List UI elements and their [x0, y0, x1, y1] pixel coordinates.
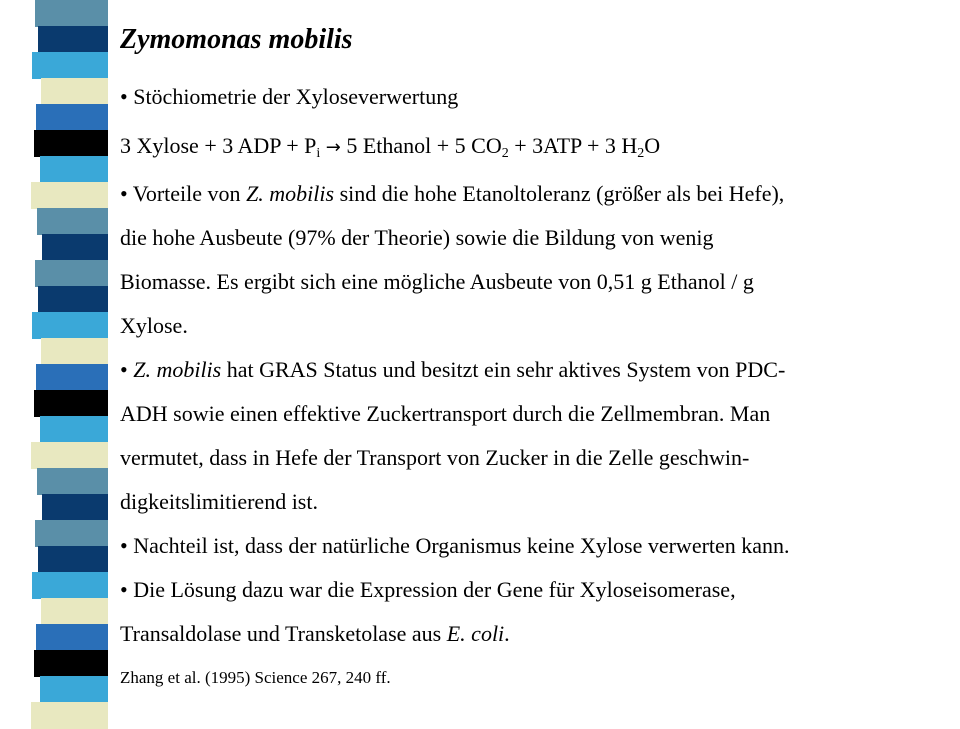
- text-line: • Nachteil ist, dass der natürliche Organismus keine Xylose verwerten kann.: [120, 533, 790, 558]
- text-line: • Z. mobilis hat GRAS Status und besitzt ein sehr aktives System von PDC-: [120, 357, 786, 382]
- text-line: Transaldolase und Transketolase aus E. coli.: [120, 621, 510, 646]
- text-line: • Vorteile von Z. mobilis sind die hohe Etanoltoleranz (größer als bei Hefe),: [120, 181, 785, 206]
- stripe-band: [37, 468, 108, 495]
- stripe-band: [34, 390, 108, 417]
- stripe-band: [38, 546, 108, 573]
- stripe-band: [35, 0, 108, 27]
- stripe-band: [31, 702, 108, 729]
- text-line: • Die Lösung dazu war die Expression der Gene für Xyloseisomerase,: [120, 577, 736, 602]
- stripe-band: [42, 494, 108, 521]
- stripe-band: [34, 130, 108, 157]
- stripe-band: [40, 676, 108, 703]
- paragraph-advantages: [120, 172, 784, 348]
- stripe-band: [35, 260, 108, 287]
- slide-title: Zymomonas mobilis: [120, 24, 353, 55]
- stripe-band: [32, 52, 108, 79]
- bullet-stoichiometry: • Stöchiometrie der Xyloseverwertung: [120, 84, 459, 109]
- text-line: Biomasse. Es ergibt sich eine mögliche Ausbeute von 0,51 g Ethanol / g: [120, 269, 754, 294]
- stripe-band: [38, 26, 108, 53]
- paragraph-solution: [120, 568, 736, 656]
- stripe-band: [36, 624, 108, 651]
- text-line: vermutet, dass in Hefe der Transport von Zucker in die Zelle geschwin-: [120, 445, 750, 470]
- stripe-band: [35, 520, 108, 547]
- stripe-band: [32, 312, 108, 339]
- stripe-band: [40, 416, 108, 443]
- stripe-band: [38, 286, 108, 313]
- stripe-band: [37, 208, 108, 235]
- text-line: ADH sowie einen effektive Zuckertransport durch die Zellmembran. Man: [120, 401, 771, 426]
- stripe-band: [31, 442, 108, 469]
- stripe-band: [36, 104, 108, 131]
- stripe-band: [42, 234, 108, 261]
- stripe-band: [40, 156, 108, 183]
- stripe-band: [41, 78, 108, 105]
- text-line: Xylose.: [120, 313, 188, 338]
- paragraph-gras-status: [120, 348, 785, 524]
- stripe-band: [34, 650, 108, 677]
- text-line: digkeitslimitierend ist.: [120, 489, 318, 514]
- reaction-equation: 3 Xylose + 3 ADP + $P_i \to 5$ Ethanol + 5 $CO_2 + 3ATP + 3$ $H_2O$: [120, 133, 661, 161]
- stripe-band: [31, 182, 108, 209]
- stripe-band: [36, 364, 108, 391]
- arrow-icon: →: [325, 137, 341, 158]
- decorative-stripe: [0, 0, 108, 720]
- citation: Zhang et al. (1995) Science 267, 240 ff.: [120, 668, 391, 687]
- stripe-band: [41, 598, 108, 625]
- text-line: die hohe Ausbeute (97% der Theorie) sowie die Bildung von wenig: [120, 225, 714, 250]
- stripe-edge: [0, 0, 30, 720]
- stripe-band: [41, 338, 108, 365]
- paragraph-disadvantage: [120, 524, 790, 568]
- stripe-band: [32, 572, 108, 599]
